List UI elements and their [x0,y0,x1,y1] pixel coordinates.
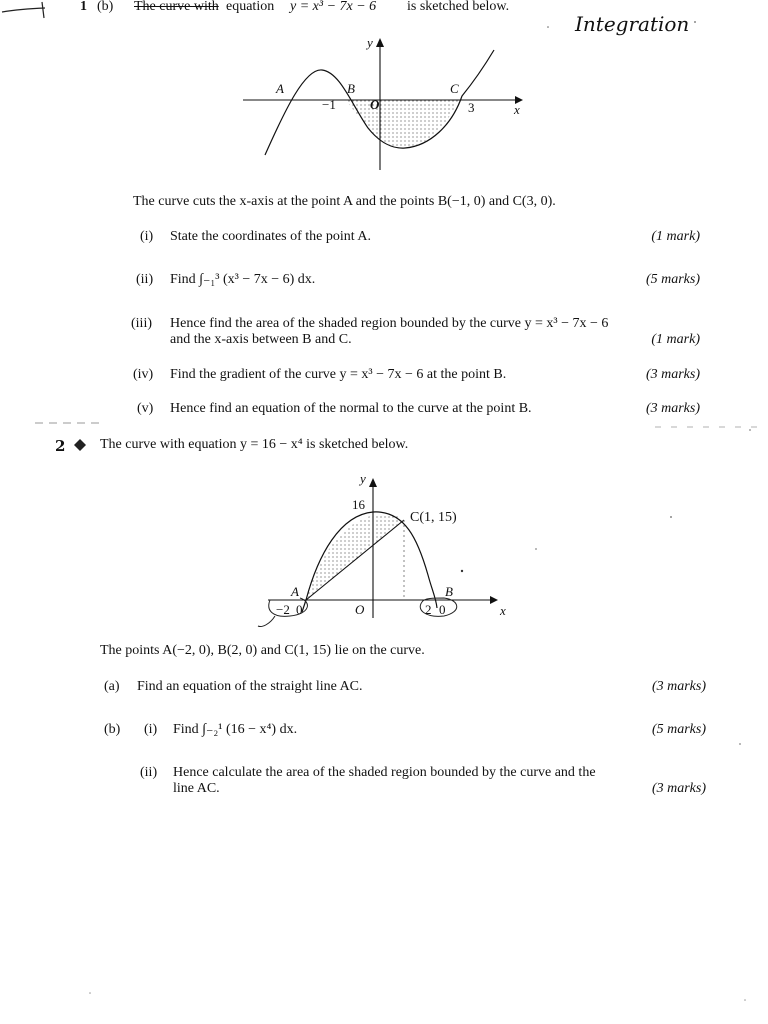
q2-part-a-text: Find an equation of the straight line AC. [137,679,363,694]
q2-part-b-ii-label: (ii) [140,765,158,780]
q2-label-B: B [445,584,453,599]
q1-number: 1 [80,0,87,14]
q2-intro: The curve with equation y = 16 − x⁴ is sketched below. [100,437,409,452]
q1-part-iii-label: (iii) [131,316,152,331]
q1-part-v-label: (v) [137,401,154,416]
q1-label-y: y [367,35,373,50]
handwritten-integration-note: Integration [575,12,690,36]
q1-part-ii-label: (ii) [136,272,154,287]
q1-label-C: C [450,81,459,96]
q1-part-iii-text: Hence find the area of the shaded region bounded by the curve y = x³ − 7x − 6 [170,316,609,331]
q2-tick-neg2-zero: 0 [296,602,303,617]
q1-intro-eq-word: equation [226,0,275,14]
q2-label-A: A [291,584,299,599]
q2-part-b-ii-text2: line AC. [173,781,220,796]
q2-statement: The points A(−2, 0), B(2, 0) and C(1, 15) lie on the curve. [100,643,425,658]
q2-tick-neg2: −2 [276,602,290,617]
q1-statement: The curve cuts the x-axis at the point A and the points B(−1, 0) and C(3, 0). [133,194,556,209]
q1-intro-struck: The curve with [134,0,219,14]
q2-label-16: 16 [352,497,365,512]
q2-part-a-label: (a) [104,679,120,694]
q2-part-b-i-marks: (5 marks) [651,722,706,737]
q1-intro-rest: is sketched below. [407,0,510,14]
q2-label-O: O [355,602,365,617]
q2-label-C: C(1, 15) [410,510,457,525]
q2-part-b-label: (b) [104,722,121,737]
q2-part-b-ii-marks: (3 marks) [651,781,706,796]
q2-label-y: y [360,471,366,486]
q1-label-O: O [370,97,380,112]
q1-part-iv-text: Find the gradient of the curve y = x³ − 7x − 6 at the point B. [170,367,507,382]
q2-handwritten-number: 2 [55,437,66,455]
q2-part-b-i-text: Find ∫₋₂¹ (16 − x⁴) dx. [173,722,298,737]
q1-part-v-marks: (3 marks) [645,401,700,416]
q1-part-ii-marks: (5 marks) [645,272,700,287]
q1-part-i-text: State the coordinates of the point A. [170,229,372,244]
q2-part-a-marks: (3 marks) [651,679,706,694]
q1-tick-3: 3 [468,100,475,115]
q1-part-label: (b) [97,0,114,14]
q1-curve-equation: y = x³ − 7x − 6 [290,0,377,14]
q1-part-v-text: Hence find an equation of the normal to the curve at the point B. [170,401,532,416]
q1-part-iv-marks: (3 marks) [645,367,700,382]
q1-label-x: x [514,102,520,117]
q1-part-i-label: (i) [140,229,154,244]
q2-part-b-i-label: (i) [144,722,158,737]
q1-part-iii-marks: (1 mark) [651,332,700,347]
q2-tick-2: 2 [425,602,432,617]
q1-tick-neg1: −1 [322,97,336,112]
q2-label-x: x [500,603,506,618]
q1-label-B: B [347,81,355,96]
q2-part-b-ii-text: Hence calculate the area of the shaded region bounded by the curve and the [173,765,596,780]
q1-label-A: A [276,81,284,96]
q2-tick-2-zero: 0 [439,602,446,617]
q1-part-ii-text: Find ∫₋₁³ (x³ − 7x − 6) dx. [170,272,316,287]
q1-part-iii-text2: and the x-axis between B and C. [170,332,352,347]
q1-part-iv-label: (iv) [133,367,154,382]
q1-part-i-marks: (1 mark) [651,229,700,244]
